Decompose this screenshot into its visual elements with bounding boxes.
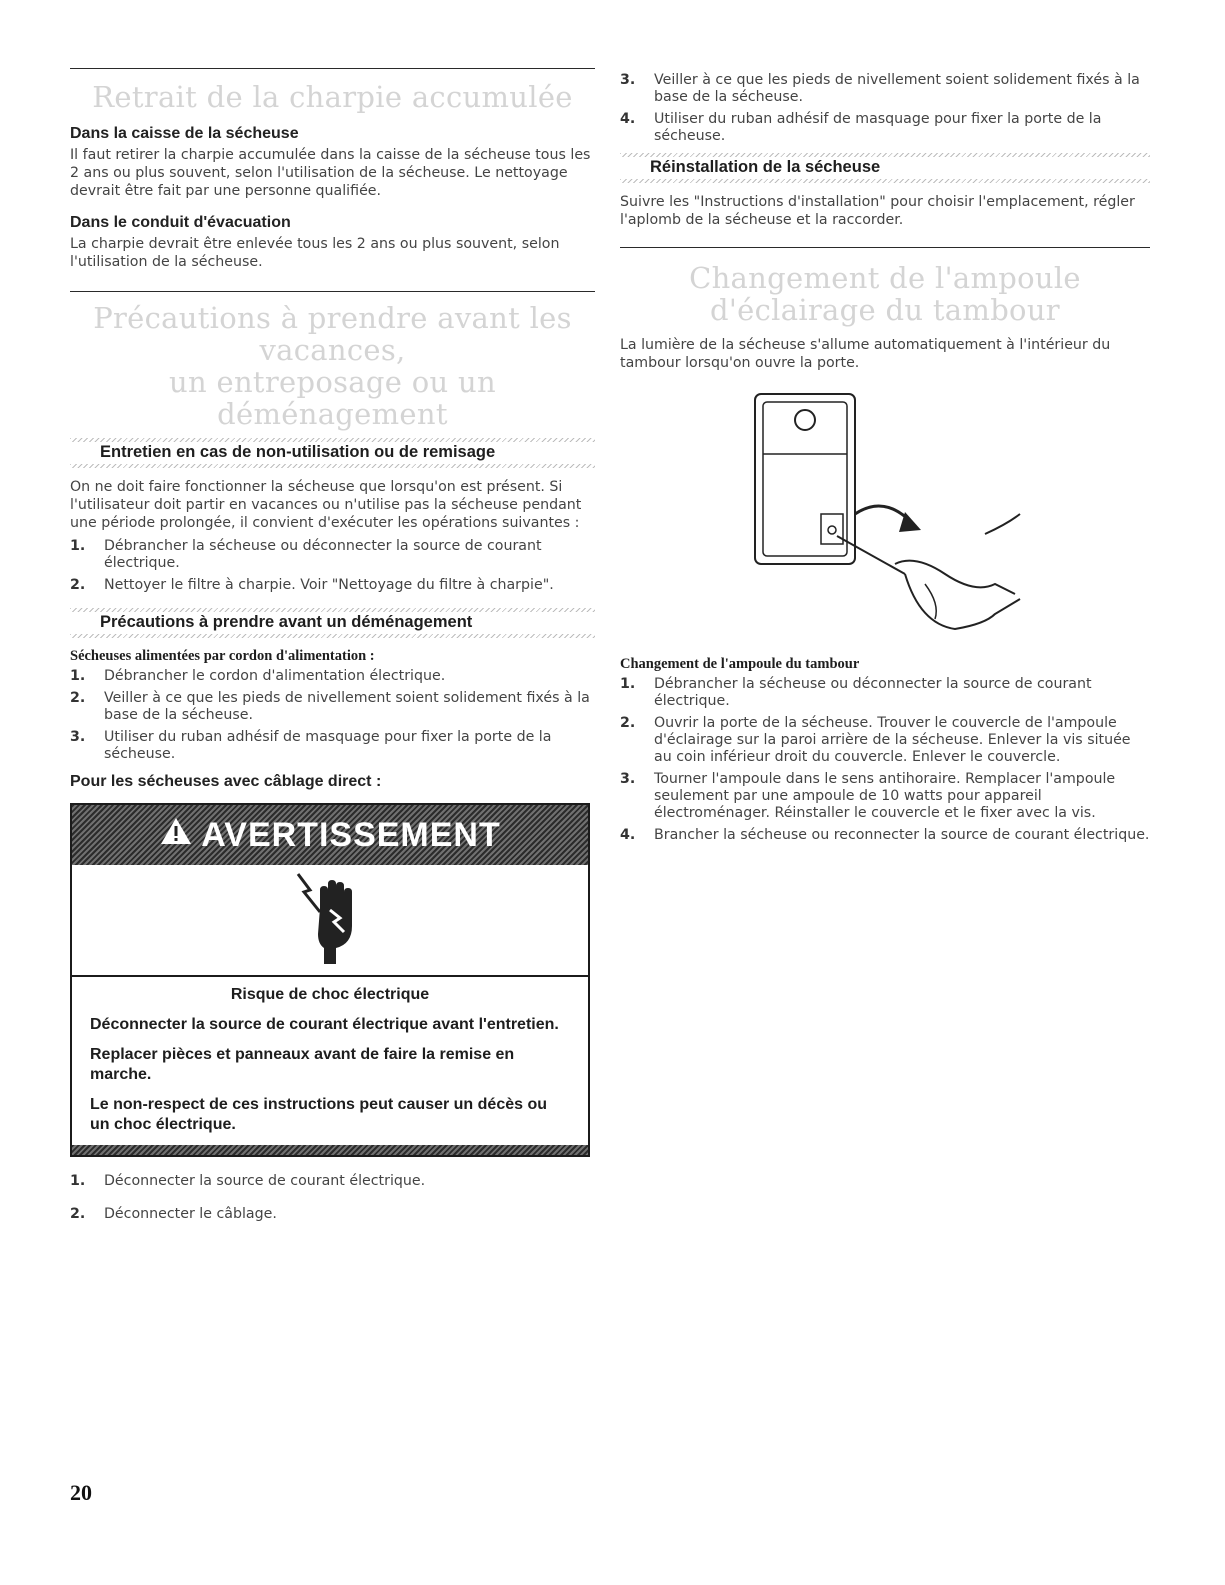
warning-line: Replacer pièces et panneaux avant de faire la remise en marche. [90, 1046, 515, 1083]
list-item: 1. Déconnecter la source de courant électrique. [70, 1173, 426, 1189]
subheading-cord: Sécheuses alimentées par cordon d'alimentation : [70, 648, 375, 664]
subheading-bulb-change: Changement de l'ampoule du tambour [620, 656, 860, 672]
section-title-line: d'éclairage du tambour [710, 293, 1060, 327]
list-item: 1. Débrancher la sécheuse ou déconnecter la source de courant électrique. [70, 538, 542, 571]
bulb-cover-illustration-icon [745, 384, 1025, 648]
subheading-reinstall: Réinstallation de la sécheuse [620, 153, 1150, 183]
paragraph-bulb: La lumière de la sécheuse s'allume automatiquement à l'intérieur du tambour lorsqu'on ouvre la porte. [620, 337, 1111, 371]
subheading-storage: Entretien en cas de non-utilisation ou de remisage [70, 438, 595, 468]
section-rule [620, 247, 1150, 248]
electric-shock-icon [290, 868, 370, 972]
section-title-line: Précautions à prendre avant les vacances, [93, 301, 572, 367]
direct-wire-steps [70, 1173, 595, 1223]
warning-title: AVERTISSEMENT [201, 815, 501, 854]
list-item: 3. Veiller à ce que les pieds de nivellement soient solidement fixés à la base de la sécheuse. [620, 72, 1140, 105]
list-item: 1. Débrancher le cordon d'alimentation électrique. [70, 668, 446, 684]
section-title-precautions [70, 302, 595, 430]
warning-header [72, 805, 588, 865]
list-item: 2. Déconnecter le câblage. [70, 1206, 277, 1222]
section-title-lint: Retrait de la charpie accumulée [92, 80, 573, 114]
left-column [70, 0, 595, 1228]
storage-steps [70, 538, 595, 594]
warning-line: Le non-respect de ces instructions peut causer un décès ou un choc électrique. [90, 1096, 548, 1133]
bulb-steps [620, 676, 1150, 844]
list-item: 2. Veiller à ce que les pieds de nivellement soient solidement fixés à la base de la sécheuse. [70, 690, 590, 723]
subheading-cabinet: Dans la caisse de la sécheuse [70, 125, 299, 142]
warning-risk: Risque de choc électrique [230, 986, 430, 1003]
warning-line: Déconnecter la source de courant électrique avant l'entretien. [90, 1016, 559, 1033]
moving-steps-continued [620, 72, 1150, 145]
list-item: 3. Utiliser du ruban adhésif de masquage pour fixer la porte de la sécheuse. [70, 729, 552, 762]
subheading-exhaust: Dans le conduit d'évacuation [70, 214, 291, 231]
warning-box [70, 803, 590, 1157]
paragraph-storage: On ne doit faire fonctionner la sécheuse que lorsqu'on est présent. Si l'utilisateur doit partir en vacances ou n'utilise pas la sécheuse pendant une période prolongée, il convient d'exécuter les opérations suivantes : [70, 479, 582, 531]
paragraph-exhaust: La charpie devrait être enlevée tous les 2 ans ou plus souvent, selon l'utilisation de la sécheuse. [70, 236, 560, 270]
list-item: 3. Tourner l'ampoule dans le sens antihoraire. Remplacer l'ampoule seulement par une ampoule de 10 watts pour appareil électroménager. Réinstaller le couvercle et le fixer avec la vis. [620, 771, 1116, 821]
section-title-bulb [620, 262, 1150, 326]
section-title-line: Changement de l'ampoule [689, 261, 1081, 295]
section-title-line: un entreposage ou un déménagement [169, 365, 496, 431]
right-column [620, 0, 1150, 849]
paragraph-cabinet: Il faut retirer la charpie accumulée dans la caisse de la sécheuse tous les 2 ans ou plus souvent, selon l'utilisation de la sécheuse. Le nettoyage devrait être fait par une personne qualifiée. [70, 147, 591, 199]
list-item: 2. Nettoyer le filtre à charpie. Voir "Nettoyage du filtre à charpie". [70, 577, 554, 593]
list-item: 1. Débrancher la sécheuse ou déconnecter la source de courant électrique. [620, 676, 1092, 709]
cord-steps [70, 668, 595, 763]
warning-footer [72, 1145, 588, 1155]
page-number: 20 [70, 1480, 92, 1505]
paragraph-reinstall: Suivre les "Instructions d'installation" pour choisir l'emplacement, régler l'aplomb de la sécheuse et la raccorder. [620, 194, 1135, 228]
section-rule [70, 68, 595, 69]
subheading-direct-wire: Pour les sécheuses avec câblage direct : [70, 773, 382, 790]
list-item: 4. Utiliser du ruban adhésif de masquage pour fixer la porte de la sécheuse. [620, 111, 1102, 144]
list-item: 4. Brancher la sécheuse ou reconnecter la source de courant électrique. [620, 827, 1150, 843]
warning-triangle-icon [159, 816, 193, 855]
subheading-moving: Précautions à prendre avant un déménagement [70, 608, 595, 638]
list-item: 2. Ouvrir la porte de la sécheuse. Trouver le couvercle de l'ampoule d'éclairage sur la paroi arrière de la sécheuse. Enlever la vis située au coin inférieur droit du couvercle. Enlever le couvercle. [620, 715, 1131, 765]
section-rule [70, 291, 595, 292]
